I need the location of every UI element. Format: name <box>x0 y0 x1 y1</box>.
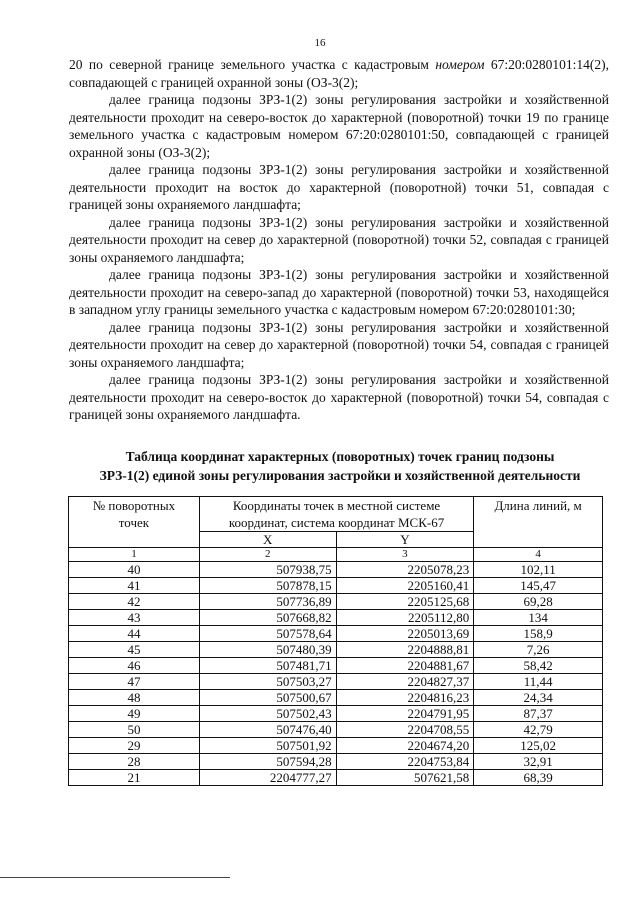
footnote-divider <box>0 877 230 878</box>
cell-y: 2204674,20 <box>336 738 474 754</box>
paragraph-1-tail: 67:20:0280101:14(2), совпадающей с границей охранной зоны (ОЗ-3(2); <box>69 57 610 90</box>
table-row <box>69 706 603 722</box>
header-line-length: Длина линий, м <box>474 497 603 548</box>
cell-x: 507480,39 <box>199 642 336 658</box>
cell-y: 2204753,84 <box>336 754 474 770</box>
paragraph-4: далее граница подзоны ЗРЗ-1(2) зоны регулирования застройки и хозяйственной деятельности проходит на север до характерной (поворотной) точки 52, совпадая с границей зоны охраняемого ландшафта; <box>69 214 609 265</box>
cell-length: 58,42 <box>474 658 603 674</box>
page-number: 16 <box>314 37 326 49</box>
cell-length: 158,9 <box>474 626 603 642</box>
cell-x: 507594,28 <box>199 754 336 770</box>
table-row <box>69 770 603 786</box>
cell-point: 50 <box>69 722 200 738</box>
cell-x: 507476,40 <box>199 722 336 738</box>
cell-y: 2204881,67 <box>336 658 474 674</box>
cell-length: 134 <box>474 610 603 626</box>
paragraph-5: далее граница подзоны ЗРЗ-1(2) зоны регулирования застройки и хозяйственной деятельности проходит на северо-запад до характерной (поворотной) точки 53, находящейся в западном углу границы земельного участка с кадастровым номером 67:20:0280101:30; <box>69 267 609 317</box>
cell-length: 68,39 <box>474 770 603 786</box>
cell-point: 29 <box>69 738 200 754</box>
table-row <box>69 738 603 754</box>
cell-y: 2205160,41 <box>336 578 474 594</box>
cell-length: 11,44 <box>474 674 603 690</box>
cell-point: 43 <box>69 610 200 626</box>
column-number-4: 4 <box>474 548 603 562</box>
table-row <box>69 562 603 578</box>
table-row <box>69 578 603 594</box>
column-number-1: 1 <box>69 548 200 562</box>
cell-y: 507621,58 <box>336 770 474 786</box>
cell-x: 507501,92 <box>199 738 336 754</box>
table-title <box>50 447 630 485</box>
table-row <box>69 658 603 674</box>
paragraph-3: далее граница подзоны ЗРЗ-1(2) зоны регулирования застройки и хозяйственной деятельности проходит на восток до характерной (поворотной) точки 51, совпадая с границей зоны охраняемого ландшафта; <box>69 162 609 212</box>
cell-x: 507938,75 <box>199 562 336 578</box>
cell-x: 2204777,27 <box>199 770 336 786</box>
cell-x: 507500,67 <box>199 690 336 706</box>
table-title-line-2: ЗРЗ-1(2) единой зоны регулирования застройки и хозяйственной деятельности <box>99 468 581 483</box>
cell-length: 24,34 <box>474 690 603 706</box>
header-y: Y <box>336 532 474 548</box>
table-row <box>69 722 603 738</box>
cell-length: 145,47 <box>474 578 603 594</box>
column-number-2: 2 <box>199 548 336 562</box>
cell-y: 2205013,69 <box>336 626 474 642</box>
header-x: X <box>199 532 336 548</box>
cell-length: 32,91 <box>474 754 603 770</box>
cell-length: 87,37 <box>474 706 603 722</box>
cell-point: 45 <box>69 642 200 658</box>
coordinates-table <box>68 496 603 786</box>
cell-y: 2204827,37 <box>336 674 474 690</box>
cell-x: 507878,15 <box>199 578 336 594</box>
cell-length: 102,11 <box>474 562 603 578</box>
cell-length: 7,26 <box>474 642 603 658</box>
cell-x: 507502,43 <box>199 706 336 722</box>
cell-y: 2204816,23 <box>336 690 474 706</box>
paragraph-6: далее граница подзоны ЗРЗ-1(2) зоны регулирования застройки и хозяйственной деятельности проходит на север до характерной (поворотной) точки 54, совпадая с границей зоны охраняемого ландшафта; <box>69 319 609 370</box>
paragraph-1-emphasis: номером <box>435 57 485 72</box>
cell-length: 125,02 <box>474 738 603 754</box>
cell-point: 48 <box>69 690 200 706</box>
cell-y: 2204708,55 <box>336 722 474 738</box>
cell-y: 2205112,80 <box>336 610 474 626</box>
table-row <box>69 642 603 658</box>
cell-length: 69,28 <box>474 594 603 610</box>
cell-point: 40 <box>69 562 200 578</box>
cell-point: 44 <box>69 626 200 642</box>
cell-x: 507668,82 <box>199 610 336 626</box>
table-row <box>69 754 603 770</box>
table-row <box>69 594 603 610</box>
body-text <box>69 56 609 424</box>
cell-y: 2204791,95 <box>336 706 474 722</box>
cell-y: 2205125,68 <box>336 594 474 610</box>
paragraph-2: далее граница подзоны ЗРЗ-1(2) зоны регулирования застройки и хозяйственной деятельности проходит на северо-восток до характерной (поворотной) точки 19 по границе земельного участка с кадастровым номером 67:20:0280101:50, совпадающей с границей охранной зоны (ОЗ-3(2); <box>69 92 609 160</box>
cell-point: 41 <box>69 578 200 594</box>
cell-point: 42 <box>69 594 200 610</box>
cell-point: 47 <box>69 674 200 690</box>
header-point-number: № поворотных точек <box>69 497 200 548</box>
cell-point: 46 <box>69 658 200 674</box>
table-body <box>69 562 603 786</box>
cell-point: 49 <box>69 706 200 722</box>
cell-x: 507578,64 <box>199 626 336 642</box>
cell-x: 507481,71 <box>199 658 336 674</box>
cell-x: 507503,27 <box>199 674 336 690</box>
cell-length: 42,79 <box>474 722 603 738</box>
table-row <box>69 626 603 642</box>
table-row <box>69 610 603 626</box>
table-row <box>69 674 603 690</box>
cell-point: 28 <box>69 754 200 770</box>
cell-y: 2204888,81 <box>336 642 474 658</box>
table-row <box>69 690 603 706</box>
paragraph-1 <box>69 56 609 91</box>
column-number-3: 3 <box>336 548 474 562</box>
header-coordinates: Координаты точек в местной системе координат, система координат МСК-67 <box>199 497 473 532</box>
paragraph-1-text: 20 по северной границе земельного участка с кадастровым <box>69 57 436 72</box>
table-title-line-1: Таблица координат характерных (поворотных) точек границ подзоны <box>125 449 555 464</box>
cell-x: 507736,89 <box>199 594 336 610</box>
paragraph-7: далее граница подзоны ЗРЗ-1(2) зоны регулирования застройки и хозяйственной деятельности проходит на северо-восток до характерной (поворотной) точки 54, совпадая с границей зоны охраняемого ландшафта. <box>69 372 609 422</box>
cell-point: 21 <box>69 770 200 786</box>
cell-y: 2205078,23 <box>336 562 474 578</box>
